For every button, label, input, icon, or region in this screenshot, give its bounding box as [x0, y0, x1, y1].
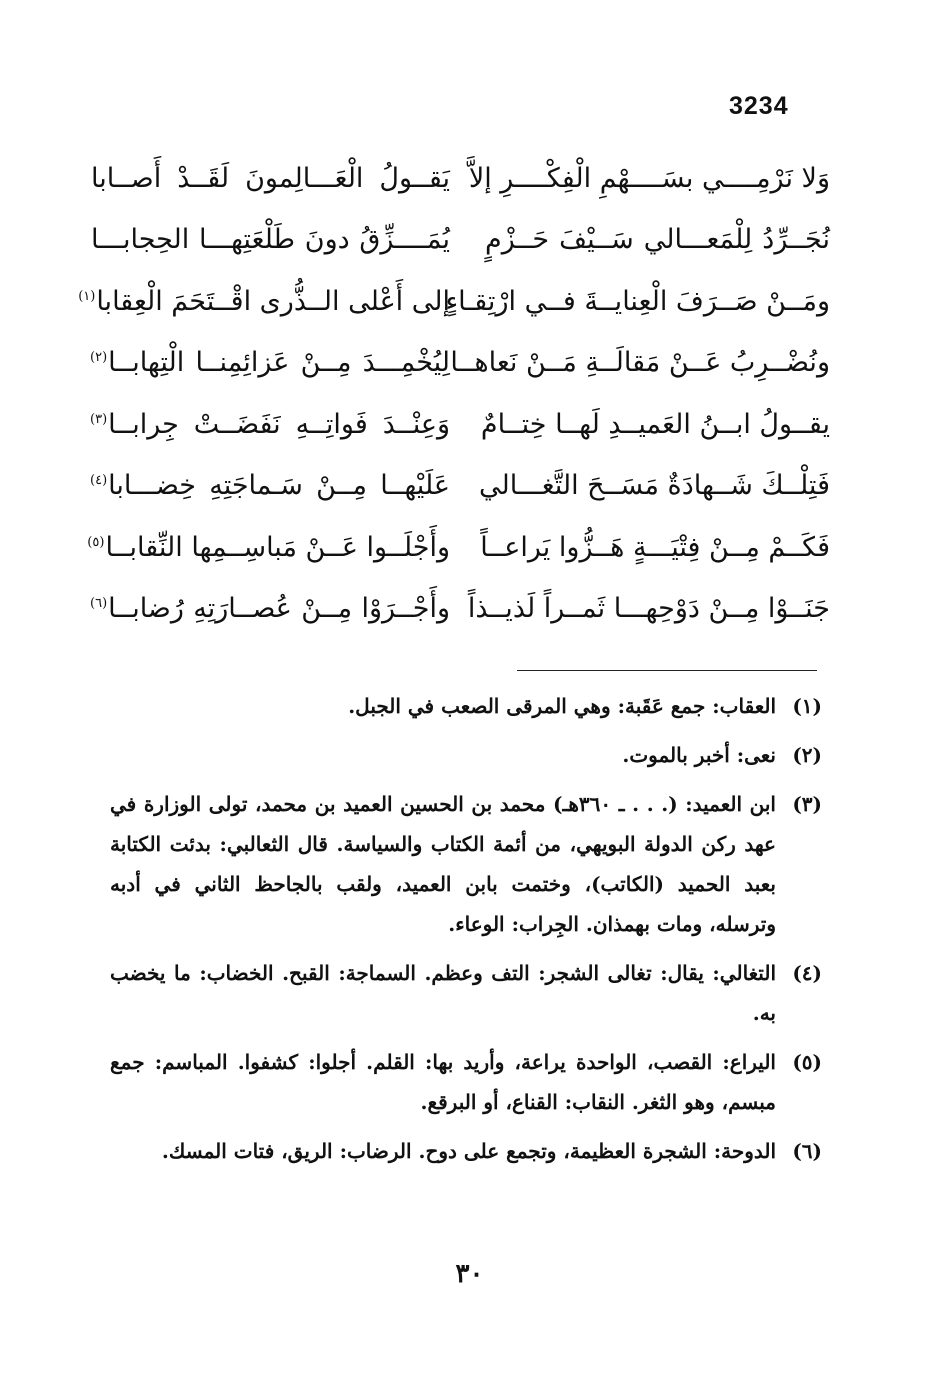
verse-second-hemistich: [90, 408, 450, 442]
verse-second-hemistich: [90, 469, 450, 503]
footnote: [110, 735, 822, 775]
verse: [87, 517, 830, 579]
footnote-number: (٢): [792, 743, 822, 767]
footnote-ref: (٦): [90, 596, 108, 612]
footnote-ref: (٥): [87, 534, 105, 550]
footnote-ref: (٣): [90, 411, 108, 427]
footnote-text: العقاب: جمع عَقَبة: وهي المرقى الصعب في الجبل.: [348, 694, 776, 718]
verse-first-hemistich: جَنَــوْا مِــنْ دَوْحِهـــا ثَمــراً لَذيــذاً: [467, 593, 830, 625]
footnote-text: الدوحة: الشجرة العظيمة، وتجمع على دوح. الرضاب: الريق، فتات المسك.: [161, 1139, 776, 1163]
verse: [90, 456, 830, 518]
verse: [90, 579, 830, 641]
footnote-number: (٦): [792, 1139, 822, 1163]
verse-first-hemistich: وَلا نَرْمِــــي بسَــــهْمِ الْفِكْــــرِ إلاَّ: [468, 162, 830, 194]
page-number: ٣٠: [455, 1259, 484, 1289]
footnotes: [110, 686, 822, 1180]
verse-second-hemistich: [87, 531, 450, 565]
verse-first-hemistich: ومَــنْ صَــرَفَ الْعِنايــةَ فــي ارْتِقـاءٍ: [445, 285, 830, 317]
verse-first-hemistich: فَكَــمْ مِــنْ فِتْيَـــةٍ هَــزُّوا يَراعــاً: [480, 531, 830, 563]
verse-first-hemistich: نُجَــرِّدُ لِلْمَعـــالي سَــيْفَ حَــزْمٍ: [485, 224, 830, 256]
poem: [78, 148, 830, 640]
hemistich-text: لِيُخْمِـــدَ مِــنْ عَزائِمِنــا الْتِهابــا: [108, 347, 450, 379]
verse-first-hemistich: يقــولُ ابــنُ العَميــدِ لَهــا خِتــامٌ: [480, 408, 830, 440]
footnote-number: (٣): [792, 792, 822, 816]
verse: [78, 271, 830, 333]
verse: [90, 394, 830, 456]
hemistich-text: وأَجْلَــوا عَــنْ مَباسِــمِها النِّقابــا: [105, 531, 450, 563]
footnote-text: ابن العميد: (. . . ـ ٣٦٠هـ) محمد بن الحسين العميد بن محمد، تولى الوزارة في عهد ركن الدولة البويهي، من أئمة الكتاب والسياسة. قال الثعالبي: بدئت الكتابة بعبد الحميد (الكاتب)، وختمت بابن العميد، ولقب بالجاحظ الثاني في أدبه وترسله، ومات بهمذان. الجِراب: الوعاء.: [110, 792, 776, 936]
footnote-number: (١): [792, 694, 822, 718]
footnote: [110, 1131, 822, 1171]
footnote-text: التغالي: يقال: تغالى الشجر: التف وعظم. السماجة: القبح. الخضاب: ما يخضب به.: [110, 961, 776, 1025]
verse-second-hemistich: [90, 592, 450, 626]
footnote-ref: (٢): [90, 350, 108, 366]
verse: [90, 148, 830, 210]
footnote: [110, 686, 822, 726]
hemistich-text: وأَجْــرَوْا مِــنْ عُصــارَتِهِ رُضابــا: [108, 593, 450, 625]
hemistich-text: عَلَيْهــا مِــنْ سَـماجَتِهِ خِضـــابا: [108, 470, 450, 502]
footnote-ref: (٤): [90, 473, 108, 489]
verse-second-hemistich: [90, 346, 450, 380]
footnote: [110, 1042, 822, 1122]
verse: [90, 210, 830, 272]
footnote: [110, 953, 822, 1033]
footnote-ref: (١): [78, 288, 96, 304]
hemistich-text: يُمَــــزِّقُ دونَ طَلْعَتِهـــا الحِجابـــا: [91, 224, 450, 256]
verse-second-hemistich: [90, 162, 450, 196]
verse-first-hemistich: ونُضْــرِبُ عَــنْ مَقالَــةِ مَــنْ نَعاهــا: [450, 347, 830, 379]
hemistich-text: إلى أَعْلى الــذُّرى اقْــتَحَمَ الْعِقابا: [96, 285, 450, 317]
footnote-number: (٤): [792, 961, 822, 985]
hemistich-text: يَقــولُ الْعَـــالِمونَ لَقَــدْ أَصــابا: [91, 162, 450, 194]
verse-first-hemistich: فَتِلْــكَ شَــهادَةٌ مَسَــحَ التَّغـــالي: [479, 470, 830, 502]
footnote-number: (٥): [792, 1050, 822, 1074]
hemistich-text: وَعِنْــدَ فَواتِــهِ نَفَضَــتْ جِرابــا: [108, 408, 450, 440]
footnote-text: نعى: أخبر بالموت.: [622, 743, 776, 767]
verse-second-hemistich: [90, 223, 450, 257]
footnote: [110, 784, 822, 944]
verse-second-hemistich: [78, 285, 450, 319]
verse: [90, 333, 830, 395]
footnote-text: اليراع: القصب، الواحدة يراعة، وأريد بها: القلم. أجلوا: كشفوا. المباسم: جمع مبسم، وهو الثغر. النقاب: القناع، أو البرقع.: [110, 1050, 776, 1114]
page-id: 3234: [729, 92, 789, 120]
footnote-separator: [517, 670, 817, 671]
